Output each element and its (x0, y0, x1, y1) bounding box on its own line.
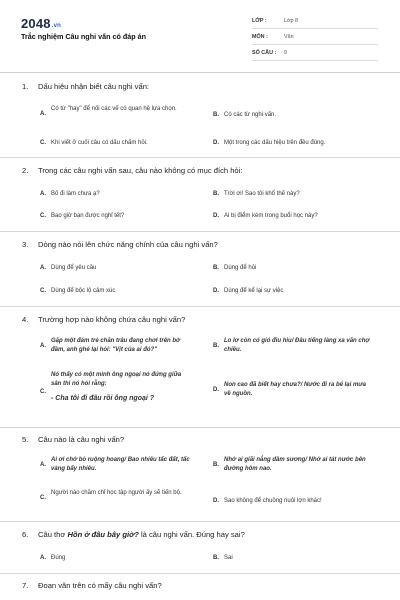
option-text: Đúng (51, 555, 66, 561)
option-a[interactable] (40, 456, 193, 473)
quiz-title: Trắc nghiệm Câu nghi vấn có đáp án (21, 32, 147, 41)
option-letter: C. (40, 495, 46, 501)
question-text: Trường hợp nào không chứa câu nghi vấn? (38, 315, 186, 324)
option-text: Có các từ nghi vấn. (224, 112, 277, 118)
option-b[interactable] (213, 337, 374, 354)
option-a[interactable] (40, 190, 189, 199)
meta-value: Văn (284, 33, 294, 40)
meta-value: 9 (284, 49, 287, 56)
question-number: 7. (22, 581, 29, 590)
option-text: Dùng để yêu cầu (51, 265, 97, 271)
option-letter: D. (213, 140, 219, 146)
option-text: Gặp một đám trẻ chăn trâu đang chơi trên bờ đầm, anh ghé lại hỏi: "Vịt của ai đó?" (51, 338, 181, 353)
option-text: Sai (224, 555, 233, 561)
question-1 (22, 82, 149, 91)
option-text: Nhớ ai giãi nắng dầm sương/ Nhớ ai tát nước bên đường hôm nao. (224, 457, 366, 472)
question-divider (0, 231, 400, 232)
option-d[interactable] (213, 139, 384, 148)
question-text: Câu nào là câu nghi vấn? (38, 435, 125, 444)
option-text: Người nào chăm chỉ học tập người ấy sẽ tiến bộ. (51, 490, 182, 496)
option-c[interactable] (40, 371, 189, 404)
option-b[interactable] (213, 111, 362, 120)
question-text: Trong các câu nghi vấn sau, câu nào không có mục đích hỏi: (38, 166, 243, 175)
option-c[interactable] (40, 489, 193, 503)
option-text: Ai bị điểm kém trong buổi học này? (224, 213, 318, 219)
option-letter: D. (213, 213, 219, 219)
option-b[interactable] (213, 456, 366, 473)
question-7 (22, 581, 162, 590)
meta-label: SỐ CÂU : (252, 49, 277, 56)
option-a[interactable] (40, 264, 189, 273)
option-letter: B. (213, 265, 219, 271)
meta-value: Lớp 8 (284, 17, 299, 24)
quiz-meta (252, 13, 378, 61)
option-a[interactable] (40, 105, 189, 119)
question-text-emphasis: Hồn ở đâu bây giờ? (67, 530, 139, 539)
option-text: Bố đi làm chưa ạ? (51, 191, 100, 197)
question-text-post: là câu nghi vấn. Đúng hay sai? (138, 530, 245, 539)
question-divider (0, 427, 400, 428)
option-b[interactable] (213, 190, 362, 199)
option-text: Trời ơi! Sao tôi khổ thế này? (224, 191, 300, 197)
site-logo[interactable] (21, 16, 61, 31)
page-header (0, 0, 400, 70)
option-letter: A. (40, 343, 46, 349)
question-3 (22, 240, 218, 249)
option-text: Dùng để hỏi (224, 265, 257, 271)
option-d[interactable] (213, 381, 374, 398)
question-number: 3. (22, 240, 29, 249)
option-text (51, 371, 189, 404)
option-text: Lo lơ còn có gió đìu hiu/ Đâu tiếng làng xa vãn chợ chiều. (224, 338, 370, 353)
question-text: Dấu hiệu nhận biết câu nghi vấn: (38, 82, 150, 91)
meta-row-count (252, 45, 378, 61)
option-letter: A. (40, 265, 46, 271)
option-text-line2: - Cha tôi đi đâu rồi ông ngoại ? (51, 395, 155, 402)
option-b[interactable] (213, 554, 362, 563)
logo-text: 2048 (21, 16, 51, 31)
option-letter: B. (213, 555, 219, 561)
meta-row-class (252, 13, 378, 29)
option-a[interactable] (40, 337, 193, 354)
question-text: Dòng nào nói lên chức năng chính của câu nghi vấn? (38, 240, 218, 249)
option-text: Sao không để chuồng nuôi lợn khác! (224, 498, 322, 504)
option-letter: C. (40, 389, 46, 395)
option-text: Một trong các dấu hiệu trên đều đúng. (224, 140, 326, 146)
question-number: 5. (22, 435, 29, 444)
question-number: 2. (22, 166, 29, 175)
meta-label: LỚP : (252, 17, 267, 24)
option-letter: B. (213, 112, 219, 118)
option-text: Dùng để bộc lộ cảm xúc (51, 288, 116, 294)
option-letter: A. (40, 191, 46, 197)
question-2 (22, 166, 242, 175)
question-4 (22, 315, 185, 324)
option-letter: B. (213, 343, 219, 349)
option-c[interactable] (40, 287, 189, 296)
option-letter: D. (213, 498, 219, 504)
option-letter: C. (40, 288, 46, 294)
option-d[interactable] (213, 497, 389, 506)
option-text: Ai ơi chớ bỏ ruộng hoang/ Bao nhiêu tấc đất, tấc vàng bấy nhiêu. (51, 457, 190, 472)
logo-suffix: .vn (51, 23, 62, 29)
meta-row-subject (252, 29, 378, 45)
option-text: Non cao đã biết hay chưa?/ Nước đi ra bể lại mưa về nguồn. (224, 382, 366, 397)
question-5 (22, 435, 124, 444)
option-text: Khi viết ở cuối câu có dấu chấm hỏi. (51, 140, 148, 146)
option-letter: C. (40, 140, 46, 146)
option-letter: A. (40, 462, 46, 468)
question-number: 6. (22, 530, 29, 539)
option-d[interactable] (213, 212, 384, 221)
option-letter: D. (213, 387, 219, 393)
option-letter: D. (213, 288, 219, 294)
option-a[interactable] (40, 554, 189, 563)
option-letter: C. (40, 213, 46, 219)
question-divider (0, 306, 400, 307)
option-c[interactable] (40, 212, 189, 221)
option-text-line1: Nó thấy có một mình ông ngoại nó đứng giữa sân thì nó hỏi rằng: (51, 372, 182, 387)
question-text (38, 530, 245, 539)
option-b[interactable] (213, 264, 362, 273)
question-text: Đoạn văn trên có mấy câu nghi vấn? (38, 581, 162, 590)
question-divider (0, 157, 400, 158)
option-letter: A. (40, 555, 46, 561)
question-number: 1. (22, 82, 29, 91)
option-text: Bao giờ bạn được nghỉ tết? (51, 213, 125, 219)
option-letter: B. (213, 191, 219, 197)
question-divider (0, 521, 400, 522)
option-text: Dùng để kể lại sự việc (224, 288, 284, 294)
option-letter: B. (213, 462, 219, 468)
option-letter: A. (40, 111, 46, 117)
question-6 (22, 530, 245, 539)
question-text-pre: Câu thơ (38, 530, 68, 539)
header-divider (0, 72, 400, 73)
question-number: 4. (22, 315, 29, 324)
option-text: Có từ "hay" để nối các vế có quan hệ lựa chọn. (51, 106, 177, 112)
option-c[interactable] (40, 139, 189, 148)
option-d[interactable] (213, 287, 362, 296)
question-divider (0, 573, 400, 574)
meta-label: MÔN : (252, 33, 268, 40)
